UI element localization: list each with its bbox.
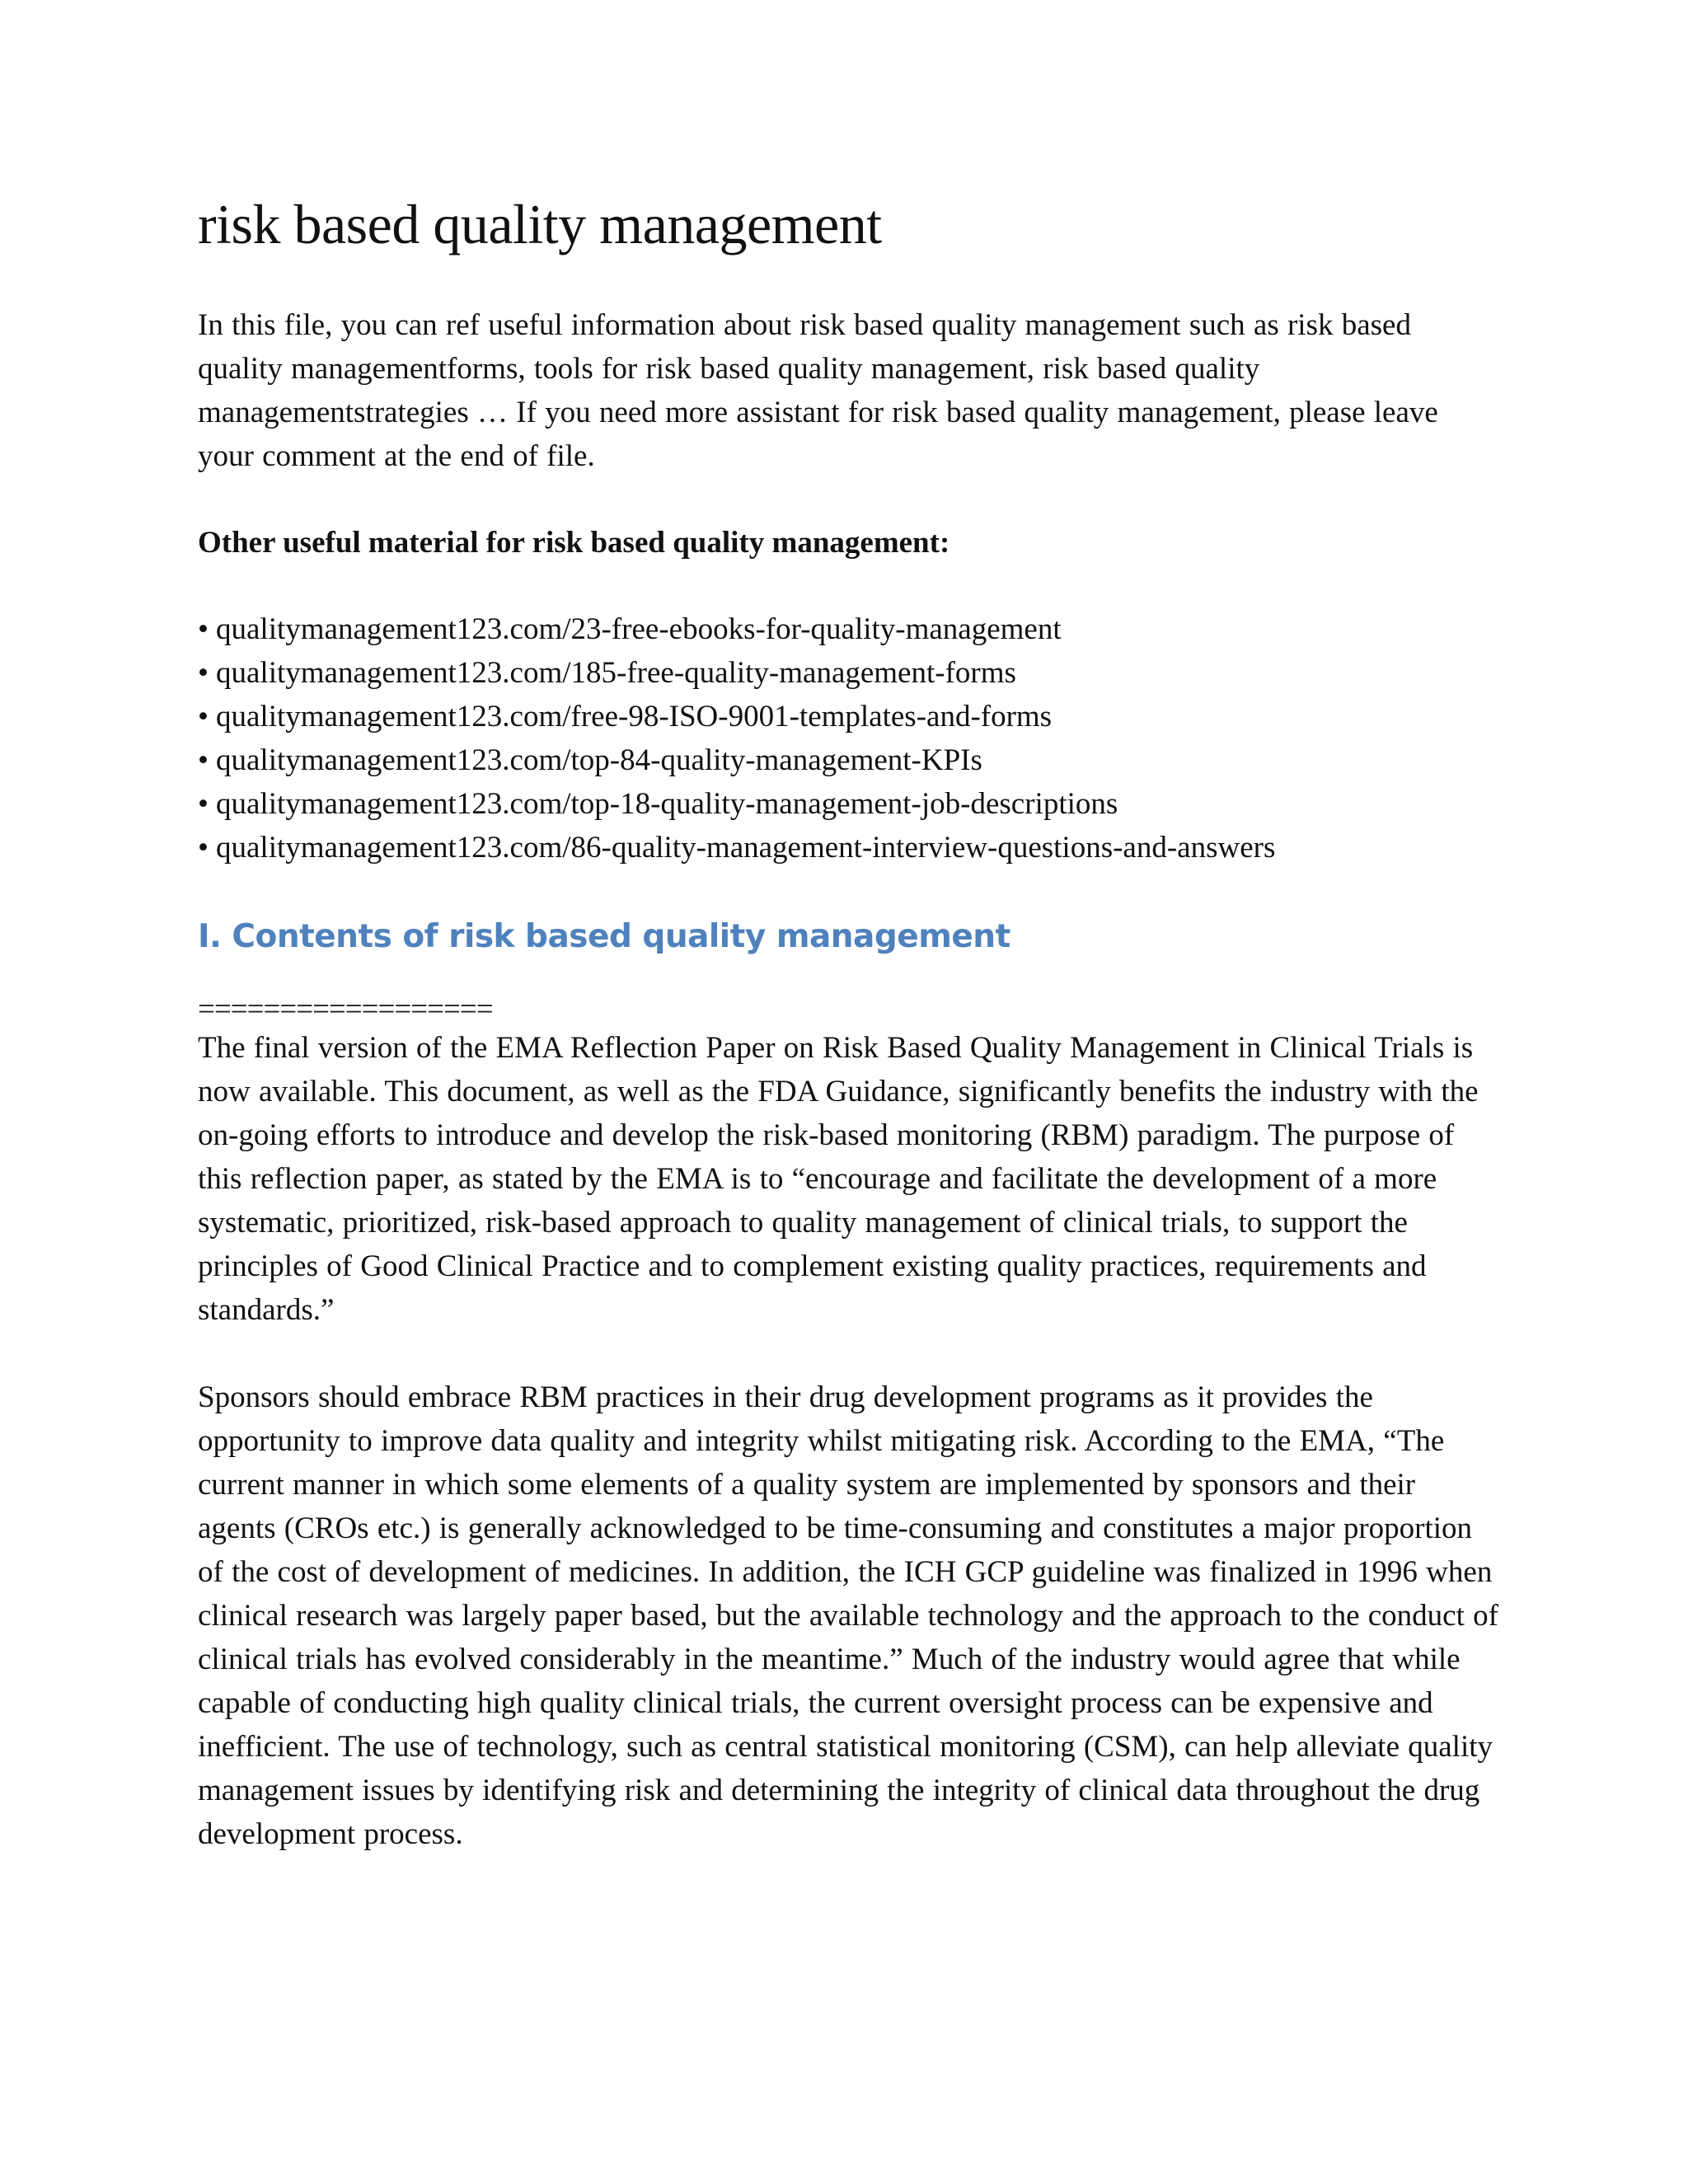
section-heading: I. Contents of risk based quality management: [198, 918, 1010, 955]
list-item: [198, 738, 1500, 782]
separator-line: ==================: [198, 992, 493, 1026]
list-item: [198, 782, 1500, 826]
link-text[interactable]: qualitymanagement123.com/top-84-quality-management-KPIs: [216, 743, 982, 777]
link-text[interactable]: qualitymanagement123.com/86-quality-management-interview-questions-and-answers: [216, 831, 1276, 865]
bullet-icon: •: [198, 787, 209, 821]
link-text[interactable]: qualitymanagement123.com/23-free-ebooks-for-quality-management: [216, 612, 1062, 646]
list-item: [198, 695, 1500, 738]
links-heading: Other useful material for risk based quality management:: [198, 526, 950, 560]
link-text[interactable]: qualitymanagement123.com/185-free-quality-management-forms: [216, 656, 1016, 690]
body-paragraph-1: The final version of the EMA Reflection Paper on Risk Based Quality Management in Clinical Trials is now available. This document, as well as the FDA Guidance, significantly benefits the industry with the on-going efforts to introduce and develop the risk-based monitoring (RBM) paradigm. The purpose of this reflection paper, as stated by the EMA is to “encourage and facilitate the development of a more systematic, prioritized, risk-based approach to quality management of clinical trials, to support the principles of Good Clinical Practice and to complement existing quality practices, requirements and standards.”: [198, 1031, 1479, 1327]
list-item: [198, 826, 1500, 869]
link-text[interactable]: qualitymanagement123.com/top-18-quality-management-job-descriptions: [216, 787, 1118, 821]
body-paragraph-2: Sponsors should embrace RBM practices in their drug development programs as it provides the opportunity to improve data quality and integrity whilst mitigating risk. According to the EMA, “The current manner in which some elements of a quality system are implemented by sponsors and their agents (CROs etc.) is generally acknowledged to be time-consuming and constitutes a major proportion of the cost of development of medicines. In addition, the ICH GCP guideline was finalized in 1996 when clinical research was largely paper based, but the available technology and the approach to the conduct of clinical trials has evolved considerably in the meantime.” Much of the industry would agree that while capable of conducting high quality clinical trials, the current oversight process can be expensive and inefficient. The use of technology, such as central statistical monitoring (CSM), can help alleviate quality management issues by identifying risk and determining the integrity of clinical data throughout the drug development process.: [198, 1380, 1498, 1851]
links-list: [198, 607, 1500, 869]
bullet-icon: •: [198, 831, 209, 865]
intro-paragraph: In this file, you can ref useful information about risk based quality management such as risk based quality managementforms, tools for risk based quality management, risk based quality managementstrategies … If you need more assistant for risk based quality management, please leave your comment at the end of file.: [198, 308, 1438, 473]
list-item: [198, 651, 1500, 695]
document-page: [198, 190, 1500, 1856]
bullet-icon: •: [198, 700, 209, 733]
document-title: risk based quality management: [198, 193, 882, 255]
list-item: [198, 607, 1500, 651]
bullet-icon: •: [198, 656, 209, 690]
bullet-icon: •: [198, 612, 209, 646]
link-text[interactable]: qualitymanagement123.com/free-98-ISO-9001-templates-and-forms: [216, 700, 1053, 733]
bullet-icon: •: [198, 743, 209, 777]
